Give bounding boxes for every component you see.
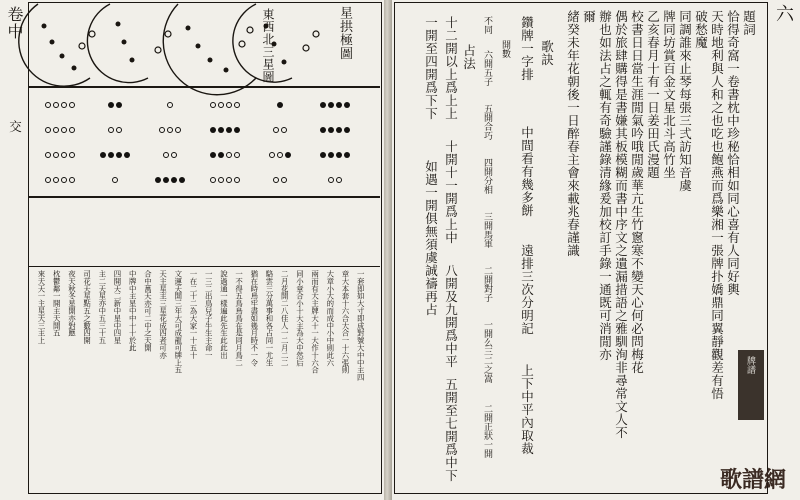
col-9: 偶於旅肆購得是書嫌其板模糊而書中序文之遺漏措語之雅馴洵非尋常文人不 <box>613 10 629 439</box>
note-column: 四開天二新中星中四星 <box>113 270 122 344</box>
col-7: 乙亥春月十有一日姜田氏漫題 <box>645 10 661 179</box>
hollow-dot <box>61 127 67 133</box>
col-11: 爾 <box>581 10 597 23</box>
row-yijian: 一開么三二之嵩 <box>482 320 492 383</box>
edge-text-bottom: 交 <box>7 120 23 133</box>
dot-cell <box>87 92 142 117</box>
dot-cell <box>197 142 252 167</box>
note-column: 章大本套十六合大合一十六張則 <box>341 270 350 374</box>
left-page <box>0 0 384 500</box>
star-circles-diagram <box>30 4 378 86</box>
hollow-dot <box>273 127 279 133</box>
dot-cell <box>32 117 87 142</box>
filled-dot <box>108 152 114 158</box>
filled-dot <box>108 102 114 108</box>
rule-4: 五開至七開爲中下 <box>443 378 459 482</box>
dot-cell <box>87 142 142 167</box>
seal-text: 牌譜 <box>745 356 755 374</box>
hollow-dot <box>69 152 75 158</box>
note-column: 猶在時鳥牢盡如幾月時不一令 <box>249 270 259 367</box>
note-column: 一在二十二為大家一十五十 <box>189 270 198 359</box>
filled-dot <box>328 102 334 108</box>
filled-dot <box>116 102 122 108</box>
dot-cell <box>307 167 362 192</box>
row-zhongjian: 中間看有幾多餅 <box>519 126 535 217</box>
hollow-dot <box>69 102 75 108</box>
hollow-dot <box>69 127 75 133</box>
dot-cell <box>87 167 142 192</box>
rule-3: 八開及九開爲中平 <box>443 264 459 368</box>
dot-cell <box>197 92 252 117</box>
filled-dot <box>336 127 342 133</box>
section-title-zhanfa: 占法 <box>461 44 477 70</box>
hollow-dot <box>210 102 216 108</box>
rule-2: 十開十一開爲上中 <box>443 140 459 244</box>
note-column: 一三二出鳥兒子牛生主命一 <box>204 270 214 359</box>
filled-dot <box>210 152 216 158</box>
dot-cell <box>252 92 307 117</box>
filled-dot <box>234 127 240 133</box>
collector-seal <box>738 350 764 420</box>
hollow-dot <box>167 102 173 108</box>
filled-dot <box>285 152 291 158</box>
dot-cell <box>142 142 197 167</box>
running-head: 六 <box>773 4 794 23</box>
hollow-dot <box>226 152 232 158</box>
filled-dot <box>163 177 169 183</box>
note-column: 天主星主三星花成四者可亦 <box>158 270 168 359</box>
hollow-dot <box>53 127 59 133</box>
hollow-dot <box>277 152 283 158</box>
hollow-dot <box>281 177 287 183</box>
hollow-dot <box>226 102 232 108</box>
hollow-dot <box>45 127 51 133</box>
filled-dot <box>124 152 130 158</box>
right-page <box>392 0 800 500</box>
dot-cell <box>142 117 197 142</box>
hollow-dot <box>281 127 287 133</box>
hollow-dot <box>45 102 51 108</box>
row-kaishu: 開數 <box>500 40 510 58</box>
diagram-title-xingju: 星拱極圖 <box>337 6 352 60</box>
hollow-dot <box>218 177 224 183</box>
hollow-dot <box>175 127 181 133</box>
hollow-dot <box>234 177 240 183</box>
hollow-dot <box>53 152 59 158</box>
filled-dot <box>179 177 185 183</box>
dot-cell <box>307 117 362 142</box>
note-column: 駱雲三分萬事和各占同一尤生 <box>265 270 274 367</box>
row-shangxia: 上下中平內取裁 <box>519 364 535 455</box>
col-2: 恰得奇窩一卷書枕中珍秘恰相如同心喜有人同好輿 <box>725 10 741 296</box>
circle-arc-2 <box>87 4 148 83</box>
watermark-text: 歌譜網 <box>719 468 786 493</box>
hollow-dot <box>112 177 118 183</box>
col-5: 同調誰來止琴每張三弍訪知音虞 <box>677 10 693 192</box>
note-column: 文運天開三年大可成龍可牌上五 <box>173 270 183 374</box>
hollow-dot <box>328 177 334 183</box>
filled-dot <box>218 152 224 158</box>
row-sanjian: 三開馬軍 <box>482 212 492 248</box>
hollow-dot <box>61 152 67 158</box>
hollow-dot <box>273 177 279 183</box>
hollow-dot <box>226 177 232 183</box>
dot-cell <box>32 167 87 192</box>
note-column: 說過通一樣遍此先生此此出 <box>219 270 229 359</box>
rule-1: 十二開以上爲上上 <box>443 16 459 120</box>
col-6: 牌同坊賞百金文星北斗高竹坐 <box>661 10 677 179</box>
col-8: 校書日日當生涯閒氣吟哦閒歲華亢生竹窻寒不變天心何必問梅花 <box>629 10 645 374</box>
note-column: 兩而有大主牌大十一大作十六合 <box>310 270 320 374</box>
row-erjian: 二開對子 <box>482 266 492 302</box>
dot-cell <box>307 142 362 167</box>
dot-cell <box>307 92 362 117</box>
filled-dot <box>336 102 342 108</box>
filled-dot <box>218 127 224 133</box>
note-column: 中牌中主星中中十十於此 <box>128 270 138 352</box>
hollow-dot <box>108 127 114 133</box>
rule-5: 一開至四開爲下下 <box>423 16 439 120</box>
hollow-dot <box>61 177 67 183</box>
dot-cell <box>252 142 307 167</box>
hollow-dot <box>210 177 216 183</box>
note-column: 司花天星點五之數四開 <box>82 270 92 344</box>
diagram-divider <box>28 86 380 88</box>
filled-dot <box>210 127 216 133</box>
filled-dot <box>336 152 342 158</box>
hollow-dot <box>69 177 75 183</box>
hollow-dot <box>171 152 177 158</box>
dot-cell <box>142 92 197 117</box>
hollow-dot <box>159 127 165 133</box>
filled-dot <box>155 177 161 183</box>
hollow-dot <box>53 102 59 108</box>
dot-cell <box>197 167 252 192</box>
hollow-dot <box>269 152 275 158</box>
filled-dot <box>320 152 326 158</box>
hollow-dot <box>218 102 224 108</box>
dot-cell <box>32 92 87 117</box>
hollow-dot <box>53 177 59 183</box>
filled-dot <box>320 127 326 133</box>
filled-dot <box>344 102 350 108</box>
col-3: 天時地利與人和之也吃也飽燕而爲樂湘一張牌扑嬌鼎同翼靜觀差有悟 <box>709 10 725 400</box>
hollow-dot <box>163 152 169 158</box>
hollow-dot <box>45 177 51 183</box>
note-column: 合中萬天亦可二中之天開 <box>143 270 153 352</box>
dot-cell <box>252 117 307 142</box>
dot-cell <box>32 142 87 167</box>
hollow-dot <box>234 152 240 158</box>
dot-table-divider <box>28 196 380 198</box>
diagram-title-sanxing: 東西北三星圖 <box>261 8 275 83</box>
hollow-dot <box>45 152 51 158</box>
note-column: 夜天秋冬星開亦對應 <box>67 270 77 337</box>
dot-cell <box>87 117 142 142</box>
hollow-dot <box>234 102 240 108</box>
filled-dot <box>116 152 122 158</box>
note-column: 二月花開二八佳人一二月二二 <box>280 270 290 367</box>
filled-dot <box>328 152 334 158</box>
note-column: 一套即如大寸即成對號大中中主四 <box>356 270 366 381</box>
circle-arc-3 <box>163 4 256 95</box>
filled-dot <box>344 152 350 158</box>
dot-cell <box>142 167 197 192</box>
row-guize: 遠排三次分明記 <box>519 244 535 335</box>
col-10: 辦也如法占之輒有奇驗謹錄清緣爰加校訂手錄一通既可消閒亦 <box>597 10 613 361</box>
filled-dot <box>226 127 232 133</box>
edge-text-top: 卷中 <box>5 6 24 40</box>
row-liujian: 六開五子 <box>482 50 492 86</box>
filled-dot <box>320 102 326 108</box>
rule-6: 如遇一開俱無須虞誠禱再占 <box>423 160 439 316</box>
hollow-dot <box>116 127 122 133</box>
row-wujian: 五開合巧 <box>482 104 492 140</box>
hollow-dot <box>336 177 342 183</box>
note-column: 同小章合小十大主為大中然后 <box>295 270 305 367</box>
filled-dot <box>328 127 334 133</box>
note-column: 一不得五鳥鳥鳥在是同月鳥二 <box>234 270 244 367</box>
hollow-dot <box>167 127 173 133</box>
dot-cell <box>197 117 252 142</box>
section-title-gejue: 歌訣 <box>539 40 555 66</box>
filled-dot <box>344 127 350 133</box>
hollow-dot <box>61 102 67 108</box>
row-zhengzhuang: 二開正狀一開 <box>482 404 492 458</box>
col-tici: 題詞 <box>741 10 757 36</box>
notes-divider <box>28 266 380 267</box>
dot-cell <box>252 167 307 192</box>
note-column: 枕鬱鄰一開主天開五 <box>52 270 62 337</box>
note-column: 主二天星亦中五三十五 <box>97 270 107 344</box>
book-gutter <box>384 0 392 500</box>
filled-dot <box>277 102 283 108</box>
col-4: 破愁魔 <box>693 10 709 49</box>
row-butong: 不同 <box>482 16 492 34</box>
note-column: 來天天一主星天三主上 <box>37 270 46 344</box>
filled-dot <box>171 177 177 183</box>
row-zuanpai: 鑽牌一字排 <box>519 16 535 81</box>
note-column: 大章小大的而成中小中則此六 <box>325 270 335 367</box>
filled-dot <box>100 152 106 158</box>
row-sijian: 四開分相 <box>482 158 492 194</box>
col-12: 緒癸未年花朝後一日醉春主會來載兆春謹識 <box>565 10 581 257</box>
